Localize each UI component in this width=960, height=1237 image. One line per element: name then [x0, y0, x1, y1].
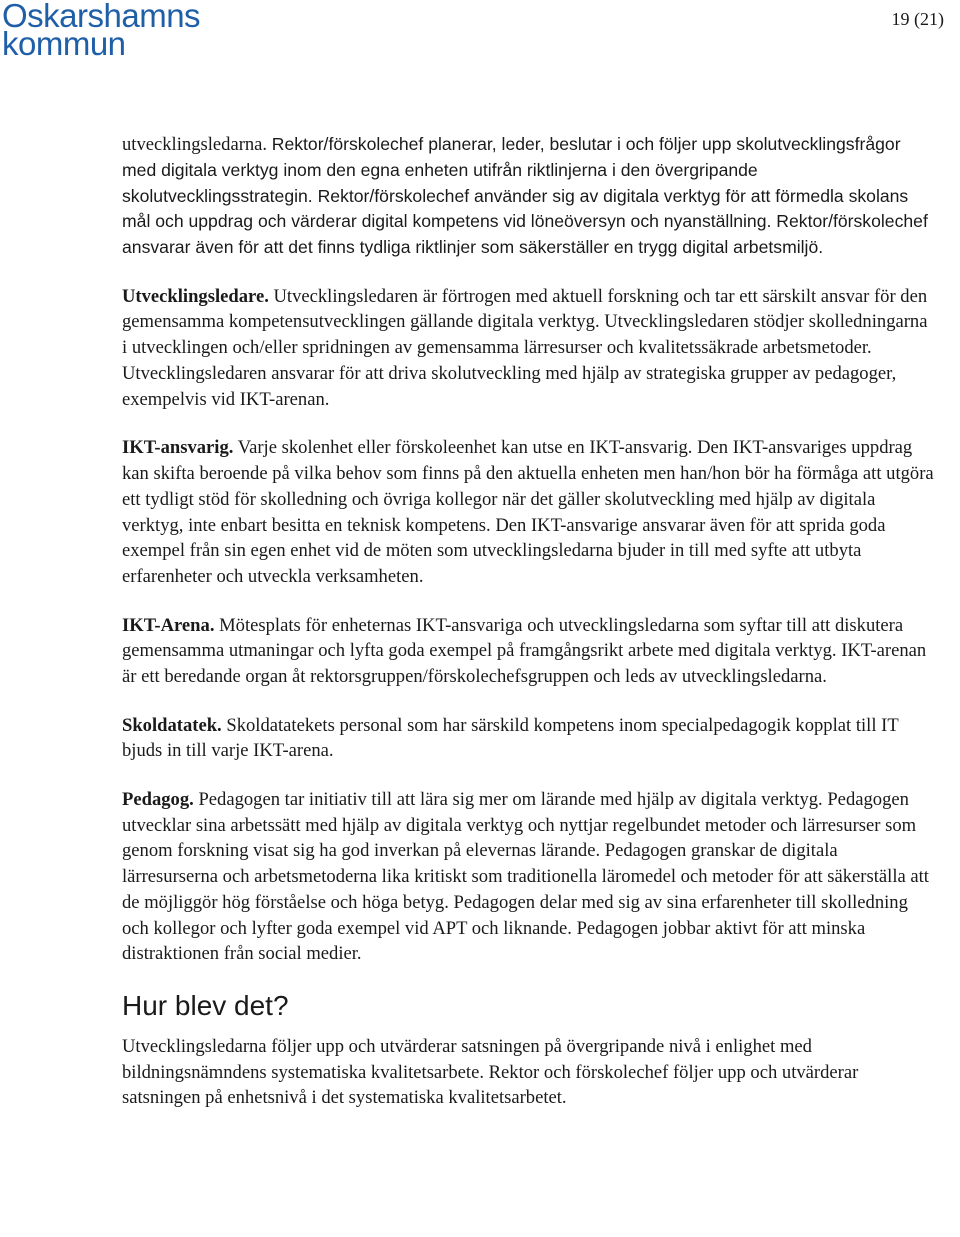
section-heading: Hur blev det? — [122, 989, 289, 1021]
page-number: 19 (21) — [891, 9, 944, 29]
paragraph-utvecklingsledare — [122, 284, 937, 413]
municipality-logo — [2, 0, 201, 62]
paragraph-term: Pedagog. — [122, 788, 194, 810]
paragraph-term: IKT-ansvarig. — [122, 437, 234, 459]
paragraph-ikt-ansvarig — [122, 435, 937, 590]
paragraph-skoldatatek — [122, 713, 937, 765]
paragraph-term: Utvecklingsledare. — [122, 285, 269, 307]
paragraph-text: Utvecklingsledaren är förtrogen med aktuell forskning och tar ett särskilt ansvar för den gemensamma kompetensutvecklingen gällande digitala verktyg. Utvecklingsledaren stödjer skolledningarna i utvecklingen och/eller spridningen av gemensamma lärresurser och kvalitetssäkrade arbetsmetoder. Utvecklingsledaren ansvarar för att driva skolutveckling med hjälp av strategiska grupper av pedagoger, exempelvis vid IKT-arenan. — [122, 285, 928, 410]
paragraph-text: Varje skolenhet eller förskoleenhet kan utse en IKT-ansvarig. Den IKT-ansvariges uppdrag kan skifta beroende på vilka behov som finns på den aktuella enheten men han/hon bör ha förmåga att utgöra ett tydligt stöd för skolledning och övriga kollegor när det gäller skolutveckling med hjälp av digitala verktyg, inte enbart besitta en teknisk kompetens. Den IKT-ansvarige ansvarar även för att sprida goda exempel från sin egen enhet vid de möten som utvecklingsledarna bjuder in till med syfte att utbyta erfarenheter och utveckla verksamheten. — [122, 437, 934, 588]
paragraph-text: Pedagogen tar initiativ till att lära sig mer om lärande med hjälp av digitala verktyg. Pedagogen utvecklar sina arbetssätt med hjälp av digitala verktyg och nyttjar regelbundet metoder och lärresurser som genom forskning visat sig ha god inverkan på elevernas lärande. Pedagogen granskar de digitala lärresurserna och arbetsmetoderna lika kritiskt som traditionella läromedel och metoder för att säkerställa att de möjliggör hög förståelse och höga betyg. Pedagogen delar med sig av sina erfarenheter till skolledning och kollegor och lyfter goda exempel vid APT och liknande. Pedagogen jobbar aktivt för att minska distraktionen från social medier. — [122, 788, 929, 965]
section-paragraph: Utvecklingsledarna följer upp och utvärderar satsningen på övergripande nivå i enlighet med bildningsnämndens systematiska kvalitetsarbete. Rektor och förskolechef följer upp och utvärderar satsningen på enhetsnivå i det systematiska kvalitetsarbetet. — [122, 1035, 859, 1109]
document-body — [122, 132, 937, 1111]
paragraph-continuation: utvecklingsledarna. — [122, 134, 272, 155]
paragraph-text: Skoldatatekets personal som har särskild kompetens inom specialpedagogik kopplat till IT bjuds in till varje IKT-arena. — [122, 714, 899, 762]
paragraph-term: IKT-Arena. — [122, 614, 215, 636]
paragraph-ikt-arena — [122, 613, 937, 690]
logo-line-2: kommun — [2, 25, 126, 62]
paragraph-text: Rektor/förskolechef planerar, leder, beslutar i och följer upp skolutvecklingsfrågor med digitala verktyg inom den egna enheten utifrån riktlinjerna i den övergripande skolutvecklingsstrategin. Rektor/förskolechef använder sig av digitala verktyg för att förmedla skolans mål och uppdrag och värderar digital kompetens vid löneöversyn och nyanställning. Rektor/förskolechef ansvarar även för att det finns tydliga riktlinjer som säkerställer en trygg digital arbetsmiljö. — [122, 134, 928, 258]
paragraph-text: Mötesplats för enheternas IKT-ansvariga och utvecklingsledarna som syftar till att diskutera gemensamma utmaningar och lyfta goda exempel på framgångsrikt arbete med digitala verktyg. IKT-arenan är ett beredande organ åt rektorsgruppen/förskolechefsgruppen och leds av utvecklingsledarna. — [122, 614, 927, 688]
paragraph-rektor — [122, 132, 937, 261]
logo-line-1: Oskarshamns — [2, 0, 201, 34]
paragraph-term: Skoldatatek. — [122, 714, 222, 736]
paragraph-pedagog — [122, 787, 937, 968]
